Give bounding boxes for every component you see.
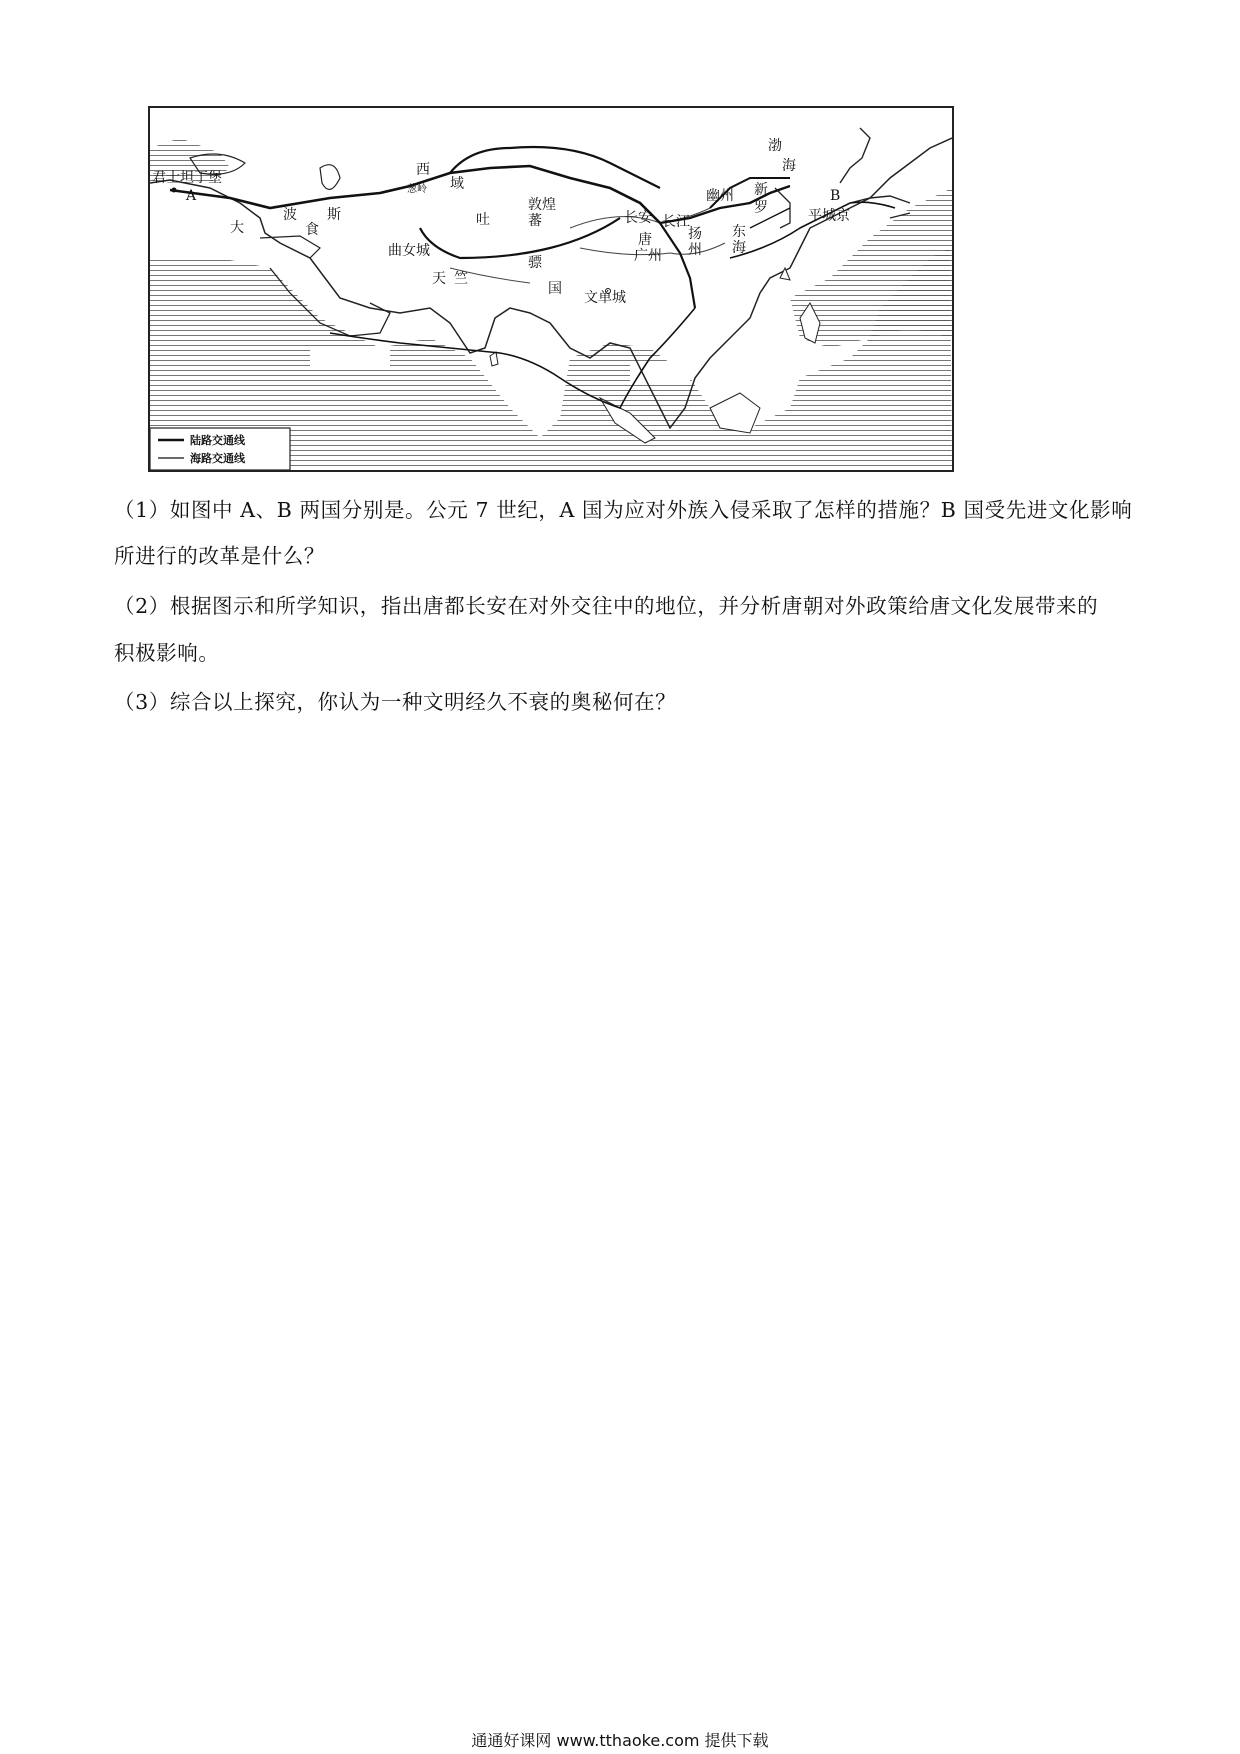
question-1-line-1: （1）如图中 A、B 两国分别是。公元 7 世纪，A 国为应对外族入侵采取了怎样的措施？B 国受先进文化影响 xyxy=(114,498,1133,522)
city-constantinople-dot xyxy=(172,188,177,193)
label-da: 大 xyxy=(230,220,244,236)
silk-road-map xyxy=(150,108,952,470)
label-youzhou: 幽州 xyxy=(706,188,734,204)
label-tang: 唐 xyxy=(638,232,652,248)
label-guo: 国 xyxy=(548,281,562,297)
label-shi: 食 xyxy=(305,222,319,238)
question-1-line-2: 所进行的改革是什么？ xyxy=(114,544,325,568)
legend-land-route: 陆路交通线 xyxy=(190,434,245,447)
land-route-north xyxy=(450,147,660,188)
legend-sea-route: 海路交通线 xyxy=(190,452,245,465)
land-route-tibet xyxy=(420,218,620,258)
label-wendancheng: 文单城 xyxy=(584,290,626,306)
label-tian: 天 xyxy=(432,271,446,287)
map-legend xyxy=(150,428,290,470)
label-bohai-1: 渤 xyxy=(768,138,782,154)
label-changjiang: 长江 xyxy=(662,214,690,230)
label-qunvcheng: 曲女城 xyxy=(388,243,430,259)
label-guangzhou: 广州 xyxy=(634,248,662,264)
label-yu: 域 xyxy=(450,176,464,192)
label-changan: 长安 xyxy=(624,210,652,226)
question-3: （3）综合以上探究，你认为一种文明经久不衰的奥秘何在？ xyxy=(114,690,677,714)
label-zhu: 竺 xyxy=(454,271,468,287)
label-bo: 波 xyxy=(283,207,297,223)
label-donghai-1: 东 xyxy=(732,224,746,240)
label-tu: 吐 xyxy=(476,212,490,228)
label-piao: 骠 xyxy=(528,255,542,271)
page-footer: 通通好课网 www.tthaoke.com 提供下载 xyxy=(471,1731,769,1750)
japan-islands xyxy=(840,128,910,218)
coastline-sea-inland xyxy=(260,236,320,258)
map-figure xyxy=(148,106,954,472)
korea-peninsula xyxy=(775,188,790,228)
label-constantinople: 君士坦丁堡 xyxy=(152,170,222,186)
label-si: 斯 xyxy=(327,207,341,223)
caspian-sea xyxy=(320,165,340,190)
label-yangzhou-2: 州 xyxy=(688,242,702,258)
label-fan: 蕃 xyxy=(528,213,542,229)
label-congling: 葱岭 xyxy=(407,184,427,195)
label-dunhuang-1: 敦煌 xyxy=(528,197,556,213)
label-pingchengjing: 平城京 xyxy=(808,208,850,224)
island-sri-lanka xyxy=(490,352,498,366)
question-2-line-1: （2）根据图示和所学知识，指出唐都长安在对外交往中的地位，并分析唐朝对外政策给唐文化发展带来的 xyxy=(114,594,1099,618)
label-yangzhou-1: 扬 xyxy=(688,226,702,242)
label-donghai-2: 海 xyxy=(732,240,746,256)
question-2-line-2: 积极影响。 xyxy=(114,641,220,665)
island-taiwan xyxy=(780,268,790,280)
label-a-marker: A xyxy=(186,188,197,204)
label-xi: 西 xyxy=(416,162,430,178)
label-xinluo-2: 罗 xyxy=(754,200,768,216)
label-b-marker: B xyxy=(830,188,841,204)
label-bohai-2: 海 xyxy=(782,158,796,174)
label-xinluo-1: 新 xyxy=(754,182,768,198)
